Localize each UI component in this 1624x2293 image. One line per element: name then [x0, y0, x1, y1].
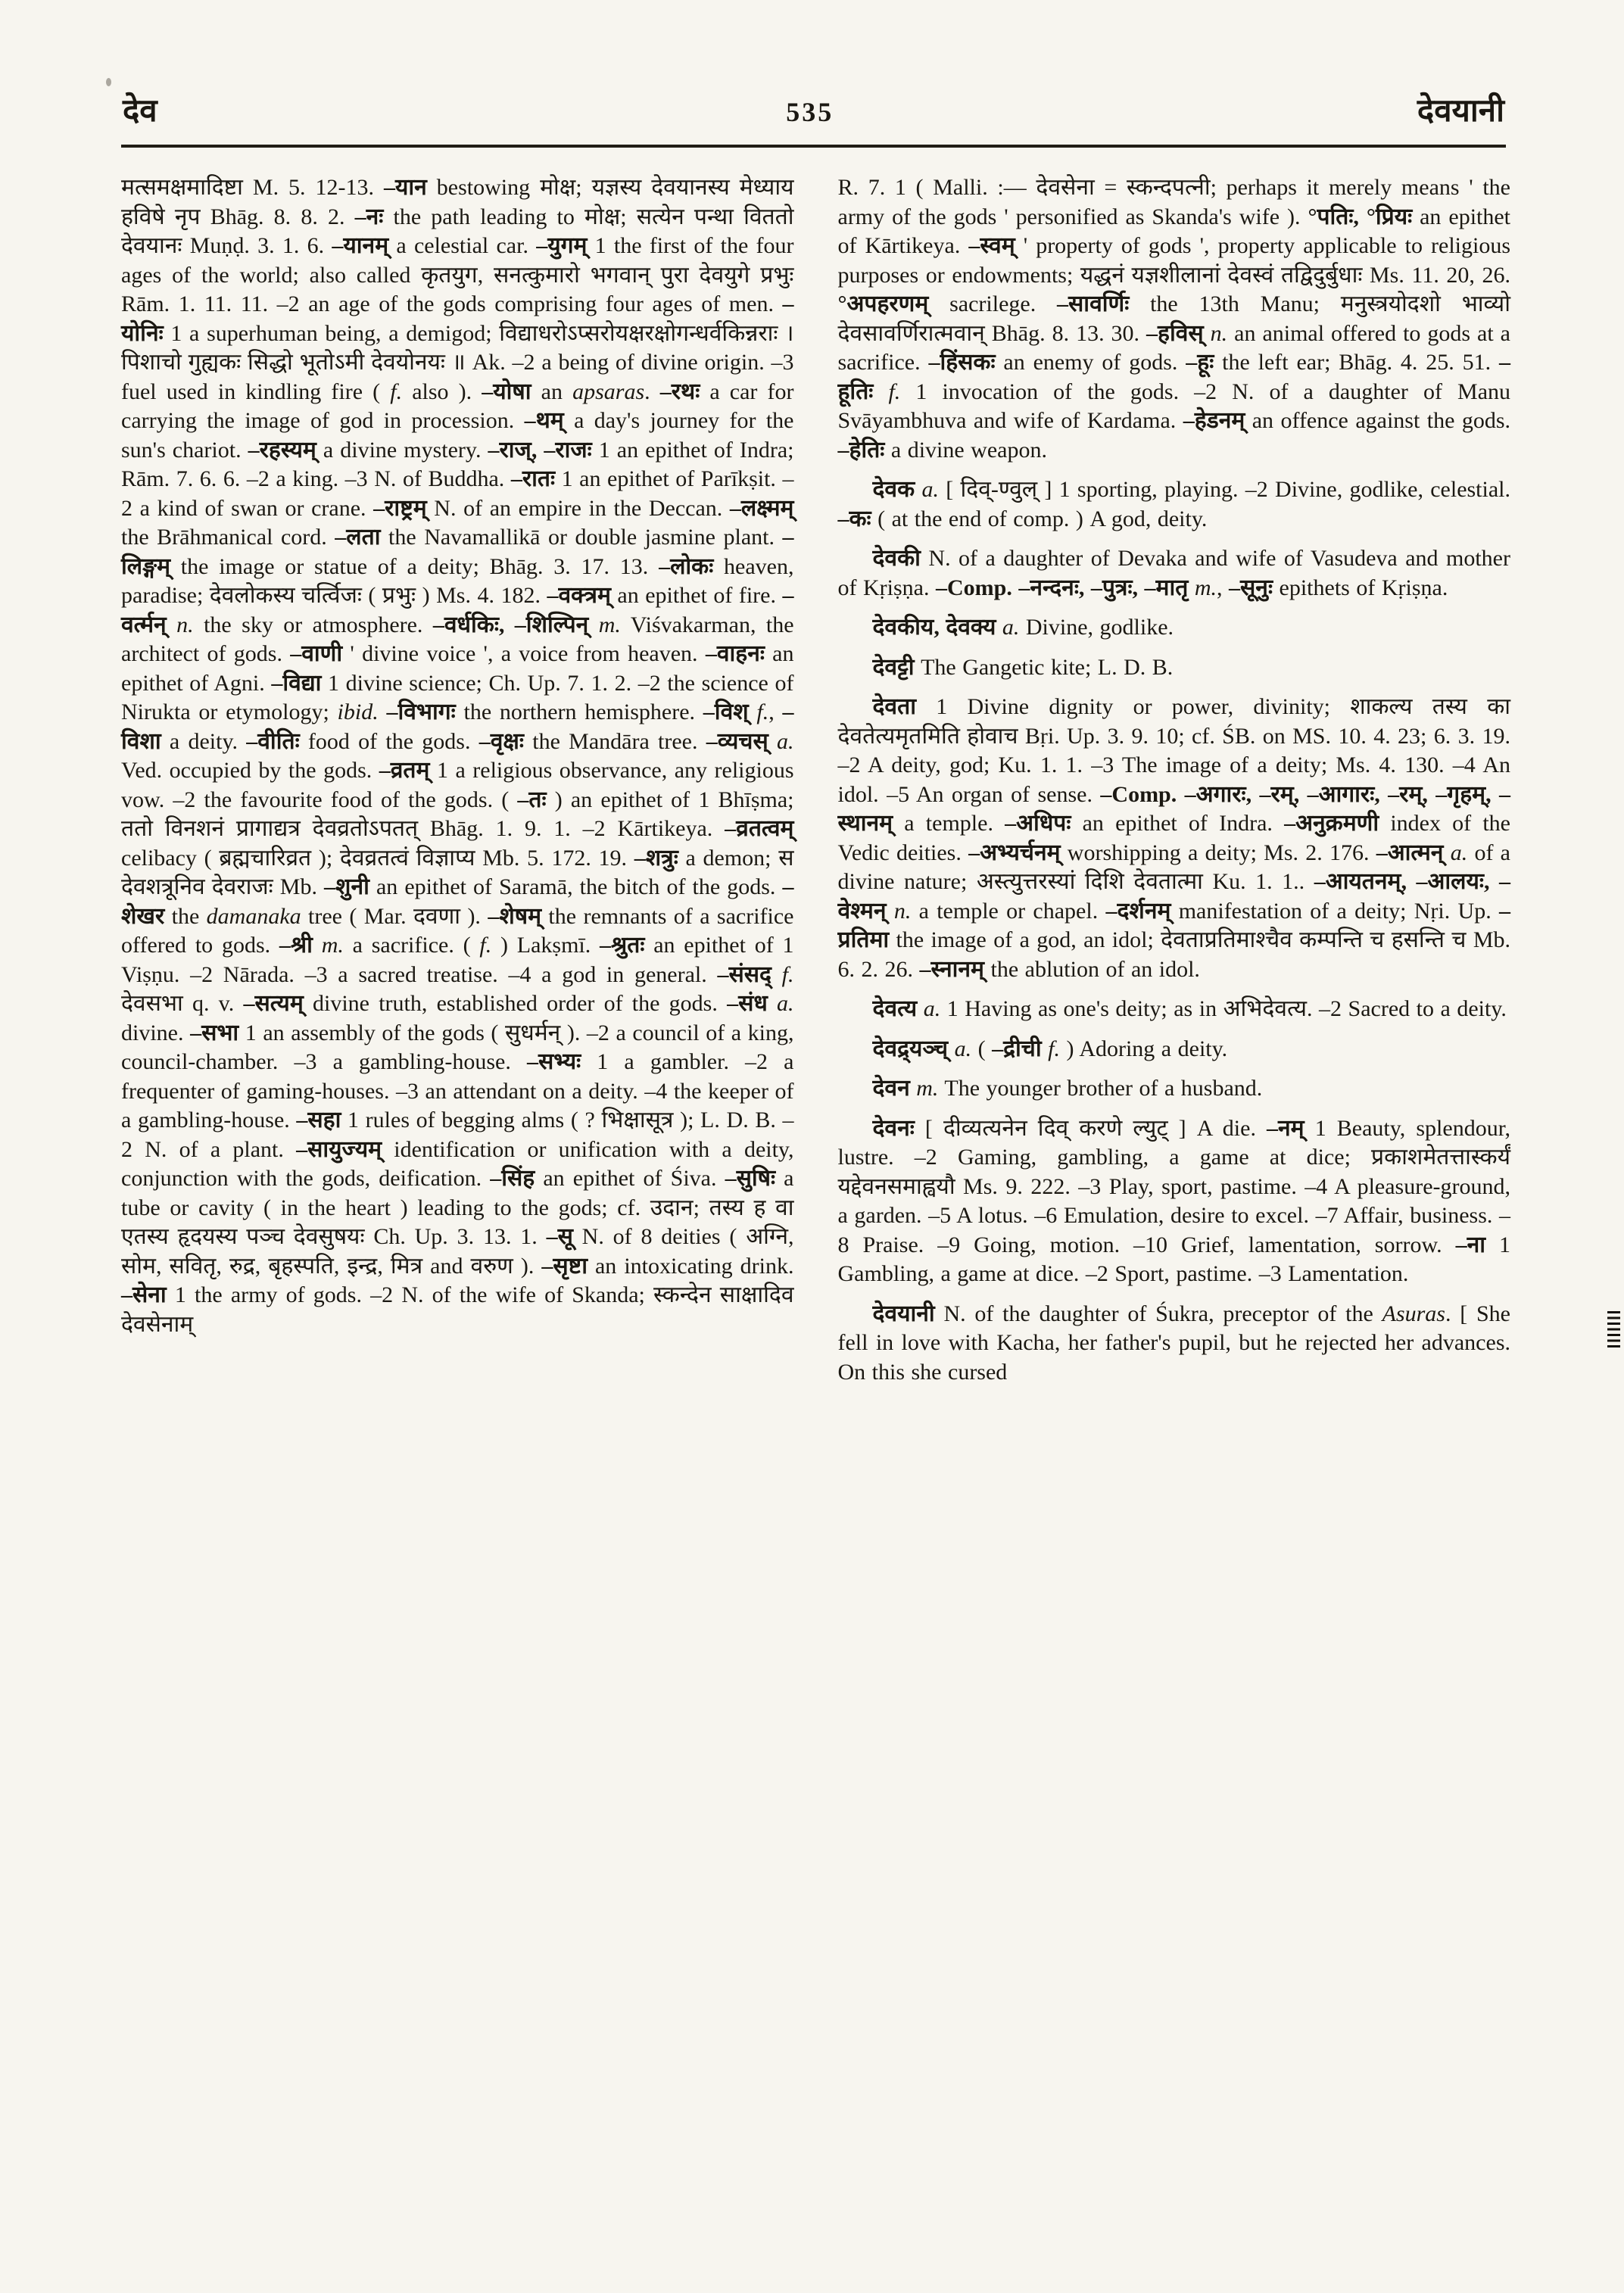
running-header [123, 88, 1504, 131]
entry-devadryanch: देवद्र्यञ्च् a. ( –द्रीची f. ) Adoring a deity. [872, 1036, 1228, 1061]
entry-devatti: देवट्टी The Gangetic kite; L. D. B. [872, 654, 1174, 680]
entry-devaki: देवकी N. of a daughter of Devaka and wife of Vasudeva and mother of Kṛiṣṇa. –Comp. –नन्दनः, –पुत्रः, –मातृ m., –सूनुः epithets of Kṛiṣṇa. [837, 546, 1510, 600]
margin-barcode-artifact [1607, 1311, 1620, 1347]
entry-devanah: देवनः [ दीव्यत्यनेन दिव् करणे ल्युट् ] A die. –नम् 1 Beauty, splendour, lustre. –2 Gaming, gambling, a game at dice; प्रकाशमेतत्तास्कर्यं यद्देवनसमाह्वयौ Ms. 9. 222. –3 Play, sport, pastime. –4 A pleasure-ground, a garden. –5 A lotus. –6 Emulation, desire to excel. –7 Affair, business. –8 Praise. –9 Going, motion. –10 Grief, lamentation, sorrow. –ना 1 Gambling, a game at dice. –2 Sport, pastime. –3 Lamentation. [837, 1115, 1511, 1286]
header-keyword-left: देव [123, 94, 157, 129]
entry-devana-m: देवन m. The younger brother of a husband. [872, 1076, 1263, 1101]
page-number: 535 [786, 97, 834, 127]
entry-devayani: देवयानी N. of the daughter of Śukra, preceptor of the Asuras. [ She fell in love with Kacha, her father's pupil, but he rejected her advances. On this she cursed [837, 1301, 1510, 1385]
header-keyword-right: देवयानी [1417, 94, 1504, 129]
entry-devasena-continuation: R. 7. 1 ( Malli. :— देवसेना = स्कन्दपत्नी; perhaps it merely means ' the army of the gods ' personified as Skanda's wife ). °पतिः, °प्रियः an epithet of Kārtikeya. –स्वम् ' property of gods ', property applicable to religious purposes or endowments; यद्धनं यज्ञशीलानां देवस्वं तद्विदुर्बुधाः Ms. 11. 20, 26. °अपहरणम् sacrilege. –सावर्णिः the 13th Manu; मनुस्त्रयोदशो भाव्यो देवसावर्णिरात्मवान् Bhāg. 8. 13. 30. –हविस् n. an animal offered to gods at a sacrifice. –हिंसकः an enemy of gods. –हूः the left ear; Bhāg. 4. 25. 51. –हूतिः f. 1 invocation of the gods. –2 N. of a daughter of Manu Svāyambhuva and wife of Kardama. –हेडनम् an offence against the gods. –हेतिः a divine weapon. [837, 175, 1511, 463]
entry-deva-compounds-continuation: मत्समक्षमादिष्टा M. 5. 12-13. –यान bestowing मोक्ष; यज्ञस्य देवयानस्य मेध्याय हविषे नृप Bhāg. 8. 8. 2. –नः the path leading to मोक्ष; सत्येन पन्था विततो देवयानः Muṇḍ. 3. 1. 6. –यानम् a celestial car. –युगम् 1 the first of the four ages of the world; also called कृतयुग, सनत्कुमारो भगवान् पुरा देवयुगे प्रभुः Rām. 1. 11. 11. –2 an age of the gods comprising four ages of men. –योनिः 1 a superhuman being, a demigod; विद्याधरोऽप्सरोयक्षरक्षोगन्धर्वकिन्नराः । पिशाचो गुह्यकः सिद्धो भूतोऽमी देवयोनयः ॥ Ak. –2 a being of divine origin. –3 fuel used in kindling fire ( f. also ). –योषा an apsaras. –रथः a car for carrying the image of god in procession. –थम् a day's journey for the sun's chariot. –रहस्यम् a divine mystery. –राज्, –राजः 1 an epithet of Indra; Rām. 7. 6. 6. –2 a king. –3 N. of Buddha. –रातः 1 an epithet of Parīkṣit. –2 a kind of swan or crane. –राष्ट्रम् N. of an empire in the Deccan. –लक्ष्मम् the Brāhmanical cord. –लता the Navamallikā or double jasmine plant. –लिङ्गम् the image or statue of a deity; Bhāg. 3. 17. 13. –लोकः heaven, paradise; देवलोकस्य चर्त्विजः ( प्रभुः ) Ms. 4. 182. –वक्त्रम् an epithet of fire. –वर्त्मन् n. the sky or atmosphere. –वर्धकिः, –शिल्पिन् m. Viśvakarman, the architect of gods. –वाणी ' divine voice ', a voice from heaven. –वाहनः an epithet of Agni. –विद्या 1 divine science; Ch. Up. 7. 1. 2. –2 the science of Nirukta or etymology; ibid. –विभागः the northern hemisphere. –विश् f., –विशा a deity. –वीतिः food of the gods. –वृक्षः the Mandāra tree. –व्यचस् a. Ved. occupied by the gods. –व्रतम् 1 a religious observance, any religious vow. –2 the favourite food of the gods. ( –तः ) an epithet of 1 Bhīṣma; ततो विनशनं प्रागाद्यत्र देवव्रतोऽपतत् Bhāg. 1. 9. 1. –2 Kārtikeya. –व्रतत्वम् celibacy ( ब्रह्मचारिव्रत ); देवव्रतत्वं विज्ञाप्य Mb. 5. 172. 19. –शत्रुः a demon; स देवशत्रूनिव देवराजः Mb. –शुनी an epithet of Saramā, the bitch of the gods. –शेखर the damanaka tree ( Mar. दवणा ). –शेषम् the remnants of a sacrifice offered to gods. –श्री m. a sacrifice. ( f. ) Lakṣmī. –श्रुतः an epithet of 1 Viṣṇu. –2 Nārada. –3 a sacred treatise. –4 a god in general. –संसद् f. देवसभा q. v. –सत्यम् divine truth, established order of the gods. –संध a. divine. –सभा 1 an assembly of the gods ( सुधर्मन् ). –2 a council of a king, council-chamber. –3 a gambling-house. –सभ्यः 1 a gambler. –2 a frequenter of gaming-houses. –3 an attendant on a deity. –4 the keeper of a gambling-house. –सहा 1 rules of begging alms ( ? भिक्षासूत्र ); L. D. B. –2 N. of a plant. –सायुज्यम् identification or unification with a deity, conjunction with the gods, deification. –सिंह an epithet of Śiva. –सुषिः a tube or cavity ( in the heart ) leading to the gods; cf. उदान; तस्य ह वा एतस्य हृदयस्य पञ्च देवसुषयः Ch. Up. 3. 13. 1. –सू N. of 8 deities ( अग्नि, सोम, सवितृ, रुद्र, बृहस्पति, इन्द्र, मित्र and वरुण ). –सृष्टा an intoxicating drink. –सेना 1 the army of gods. –2 N. of the wife of Skanda; स्कन्देन साक्षादिव देवसेनाम् [121, 175, 794, 1337]
entry-devata: देवता 1 Divine dignity or power, divinity; शाकल्य तस्य का देवतेत्यमृतमिति होवाच Bṛi. Up. 3. 9. 10; cf. ŚB. on MS. 10. 4. 23; 6. 3. 19. –2 A deity, god; Ku. 1. 1. –3 The image of a deity; Ms. 4. 130. –4 An idol. –5 An organ of sense. –Comp. –अगारः, –रम्, –आगारः, –रम्, –गृहम्, –स्थानम् a temple. –अधिपः an epithet of Indra. –अनुक्रमणी index of the Vedic deities. –अभ्यर्चनम् worshipping a deity; Ms. 2. 176. –आत्मन् a. of a divine nature; अस्त्युत्तरस्यां दिशि देवतात्मा Ku. 1. 1.. –आयतनम्, –आलयः, –वेश्मन् n. a temple or chapel. –दर्शनम् manifestation of a deity; Nṛi. Up. –प्रतिमा the image of a god, an idol; देवताप्रतिमाश्चैव कम्पन्ति च हसन्ति च Mb. 6. 2. 26. –स्नानम् the ablution of an idol. [837, 694, 1511, 982]
scan-artifact-dot [106, 78, 111, 86]
right-column [838, 173, 1511, 1387]
entry-devakiya: देवकीय, देवक्य a. Divine, godlike. [872, 615, 1174, 640]
header-rule [121, 145, 1506, 148]
text-columns [121, 173, 1510, 1387]
left-column [121, 173, 794, 1387]
entry-devaka: देवक a. [ दिव्-ण्वुल् ] 1 sporting, playing. –2 Divine, godlike, celestial. –कः ( at the end of comp. ) A god, deity. [837, 477, 1511, 531]
entry-devatya: देवत्य a. 1 Having as one's deity; as in अभिदेवत्य. –2 Sacred to a deity. [872, 996, 1507, 1021]
